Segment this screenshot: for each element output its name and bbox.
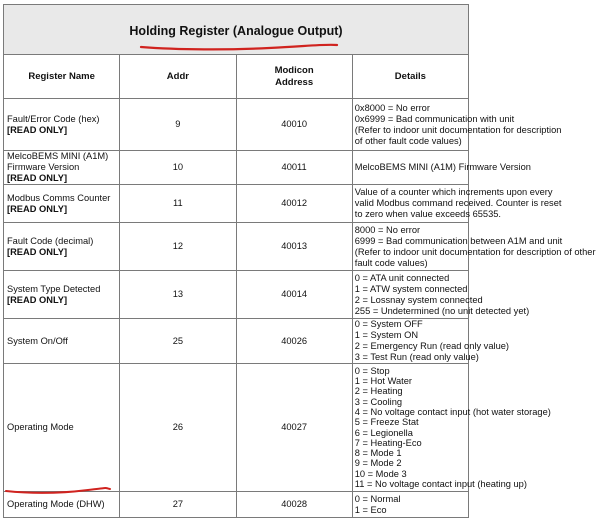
- detail-line: 1 = System ON: [354, 330, 419, 340]
- cell-register-name: [4, 223, 120, 271]
- read-only-label: [READ ONLY]: [7, 124, 68, 135]
- table-row: [4, 185, 469, 223]
- register-name-line1: MelcoBEMS MINI (A1M): [7, 151, 109, 161]
- cell-modicon: 40013: [236, 223, 352, 271]
- detail-line: 3 = Test Run (read only value): [354, 352, 479, 362]
- holding-register-table: [3, 4, 596, 518]
- cell-addr: 11: [120, 185, 236, 223]
- detail-line: 255 = Undetermined (no unit detected yet): [354, 305, 530, 316]
- col-header-addr: Addr: [120, 55, 236, 99]
- detail-line: fault code values): [354, 257, 428, 268]
- register-document: [3, 4, 596, 518]
- detail-line: 8000 = No error: [354, 224, 421, 235]
- detail-line: 6999 = Bad communication between A1M and unit: [354, 235, 563, 246]
- read-only-label: [READ ONLY]: [7, 294, 68, 305]
- cell-register-name: [4, 99, 120, 151]
- table-row: [4, 364, 469, 492]
- table-title: Holding Register (Analogue Output): [129, 23, 343, 38]
- cell-addr: 26: [120, 364, 236, 492]
- detail-line: 5 = Freeze Stat: [354, 417, 419, 428]
- read-only-label: [READ ONLY]: [7, 173, 68, 183]
- cell-modicon: 40014: [236, 271, 352, 319]
- detail-line: Value of a counter which increments upon every: [354, 187, 553, 197]
- detail-line: 0x6999 = Bad communication with unit: [354, 113, 515, 124]
- cell-addr: 9: [120, 99, 236, 151]
- read-only-label: [READ ONLY]: [7, 246, 68, 257]
- detail-line: 1 = ATW system connected: [354, 283, 468, 294]
- cell-addr: 27: [120, 492, 236, 518]
- register-name: Operating Mode: [7, 422, 74, 432]
- red-underline-annotation: [4, 485, 112, 497]
- table-row: [4, 99, 469, 151]
- detail-line: (Refer to indoor unit documentation for description of other: [354, 246, 596, 257]
- detail-line: MelcoBEMS MINI (A1M) Firmware Version: [354, 162, 531, 172]
- cell-modicon: 40012: [236, 185, 352, 223]
- cell-modicon: 40026: [236, 319, 352, 364]
- detail-line: 0x8000 = No error: [354, 102, 430, 113]
- read-only-label: [READ ONLY]: [7, 203, 68, 214]
- detail-line: 10 = Mode 3: [354, 468, 407, 479]
- cell-addr: 25: [120, 319, 236, 364]
- table-title-cell: [4, 5, 469, 55]
- cell-register-name: [4, 151, 120, 185]
- detail-line: 6 = Legionella: [354, 427, 413, 438]
- detail-line: 0 = Stop: [354, 365, 390, 376]
- cell-details: [352, 319, 510, 364]
- table-row: [4, 271, 469, 319]
- detail-line: 0 = ATA unit connected: [354, 272, 450, 283]
- detail-line: 2 = Lossnay system connected: [354, 294, 483, 305]
- register-name-line2: Firmware Version: [7, 162, 80, 172]
- cell-addr: 12: [120, 223, 236, 271]
- cell-modicon: 40027: [236, 364, 352, 492]
- table-row: [4, 319, 469, 364]
- cell-details: [352, 99, 562, 151]
- cell-details: [352, 271, 530, 319]
- detail-line: 2 = Heating: [354, 386, 403, 397]
- cell-modicon: 40010: [236, 99, 352, 151]
- detail-line: 1 = Eco: [354, 504, 387, 515]
- cell-register-name: [4, 185, 120, 223]
- cell-addr: 10: [120, 151, 236, 185]
- register-name: Fault/Error Code (hex): [7, 113, 100, 124]
- register-name: System On/Off: [7, 335, 68, 346]
- cell-register-name: [4, 271, 120, 319]
- cell-modicon: 40028: [236, 492, 352, 518]
- cell-register-name: [4, 319, 120, 364]
- detail-line: valid Modbus command received. Counter is reset: [354, 198, 562, 208]
- cell-details: [352, 492, 468, 518]
- detail-line: 1 = Hot Water: [354, 376, 413, 387]
- header-row: [4, 55, 469, 99]
- cell-register-name: [4, 364, 120, 492]
- col-header-modicon-line2: Address: [275, 76, 314, 88]
- detail-line: 4 = No voltage contact input (hot water storage): [354, 406, 551, 417]
- register-name: Fault Code (decimal): [7, 235, 94, 246]
- cell-details: [352, 223, 596, 271]
- detail-line: 0 = Normal: [354, 493, 401, 504]
- detail-line: to zero when value exceeds 65535.: [354, 209, 502, 219]
- register-name: Operating Mode (DHW): [7, 499, 105, 509]
- cell-details: [352, 185, 562, 223]
- detail-line: 2 = Emergency Run (read only value): [354, 341, 510, 351]
- detail-line: 11 = No voltage contact input (heating up): [354, 478, 527, 489]
- detail-line: 9 = Mode 2: [354, 458, 402, 469]
- detail-line: of other fault code values): [354, 135, 462, 146]
- table-row: [4, 223, 469, 271]
- cell-modicon: 40011: [236, 151, 352, 185]
- cell-details: [352, 364, 551, 492]
- table-row: [4, 151, 469, 185]
- detail-line: 7 = Heating-Eco: [354, 437, 422, 448]
- detail-line: 0 = System OFF: [354, 319, 423, 329]
- red-underline-annotation: [139, 39, 339, 53]
- title-row: [4, 5, 469, 55]
- cell-details: [352, 151, 531, 185]
- detail-line: 3 = Cooling: [354, 396, 403, 407]
- cell-addr: 13: [120, 271, 236, 319]
- col-header-modicon-line1: Modicon: [274, 64, 314, 76]
- detail-line: (Refer to indoor unit documentation for description: [354, 124, 562, 135]
- register-name: Modbus Comms Counter: [7, 192, 111, 203]
- register-name: System Type Detected: [7, 283, 101, 294]
- col-header-register-name: Register Name: [4, 55, 120, 99]
- col-header-modicon: [236, 55, 352, 99]
- detail-line: 8 = Mode 1: [354, 448, 402, 459]
- col-header-details: Details: [352, 55, 468, 99]
